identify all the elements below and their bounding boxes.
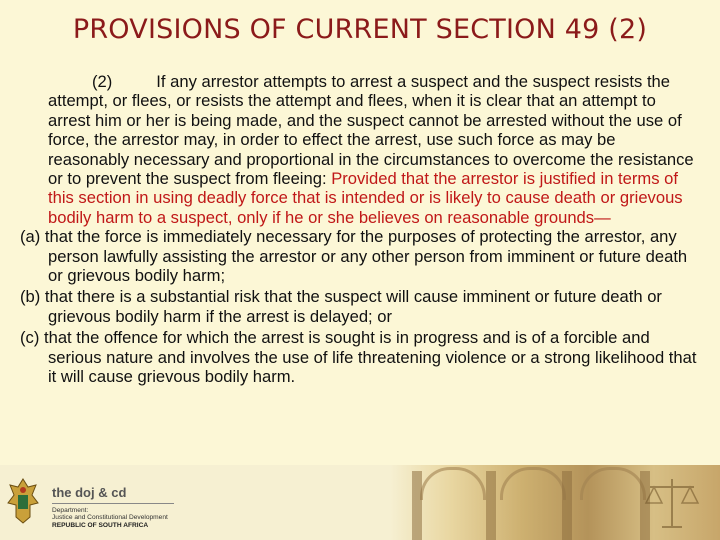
item-text: that the force is immediately necessary for the purposes of protecting the arrestor, any person lawfully assisting the arrestor or any other person from imminent or future death or grievous bodily harm; xyxy=(44,227,688,286)
dept-line-1: Department: xyxy=(52,507,89,514)
list-item-a xyxy=(20,227,700,285)
item-label: (c) xyxy=(20,328,40,348)
item-text: that the offence for which the arrest is sought is in progress and is of a forcible and serious nature and involves the use of life threatening violence or a strong likelihood that it will cause grievous bodily harm. xyxy=(43,328,697,387)
arch-shape xyxy=(580,467,646,500)
scales-of-justice-icon xyxy=(642,473,702,533)
pillar-shape xyxy=(562,471,572,540)
pillar-shape xyxy=(412,471,422,540)
item-text: that there is a substantial risk that the suspect will cause imminent or future death or grievous bodily harm if the arrest is delayed; or xyxy=(44,287,662,326)
brand-name: the doj & cd xyxy=(52,485,127,500)
proviso-tail: terms of this section in using deadly force that is intended or is likely to cause death or grievous bodily harm to a suspect, only if he or she believes on reasonable grounds— xyxy=(48,169,683,227)
pillar-shape xyxy=(486,471,496,540)
slide-title: PROVISIONS OF CURRENT SECTION 49 (2) xyxy=(72,14,648,45)
arch-shape xyxy=(500,467,566,500)
country-name: REPUBLIC OF SOUTH AFRICA xyxy=(52,521,149,529)
footer-banner xyxy=(0,465,720,540)
item-label: (b) xyxy=(20,287,41,307)
item-label: (a) xyxy=(20,227,41,247)
brand-divider xyxy=(52,503,174,504)
building-photo xyxy=(390,465,720,540)
department-text xyxy=(52,507,192,529)
section-paragraph xyxy=(20,72,700,227)
section-body xyxy=(20,72,700,389)
list-item-c xyxy=(20,328,700,386)
coat-of-arms-icon xyxy=(6,477,40,525)
proviso-text: Provided that the arrestor is justified in xyxy=(331,169,614,189)
arch-shape xyxy=(420,467,486,500)
dept-line-2: Justice and Constitutional Development xyxy=(52,514,168,522)
section-number: (2) xyxy=(92,72,113,91)
section-main-text: If any arrestor attempts to arrest a suspect and the suspect resists the attempt, or flees, or resists the attempt and flees, when it is clear that an attempt to arrest him or her is being made, and the suspect cannot be arrested without the use of force, the arrestor may, in order to effect the arrest, use such force as may be reasonably necessary and proportional in the circumstances to overcome the resistance or to prevent the suspect from fleeing: xyxy=(48,72,694,189)
list-item-b xyxy=(20,287,700,326)
